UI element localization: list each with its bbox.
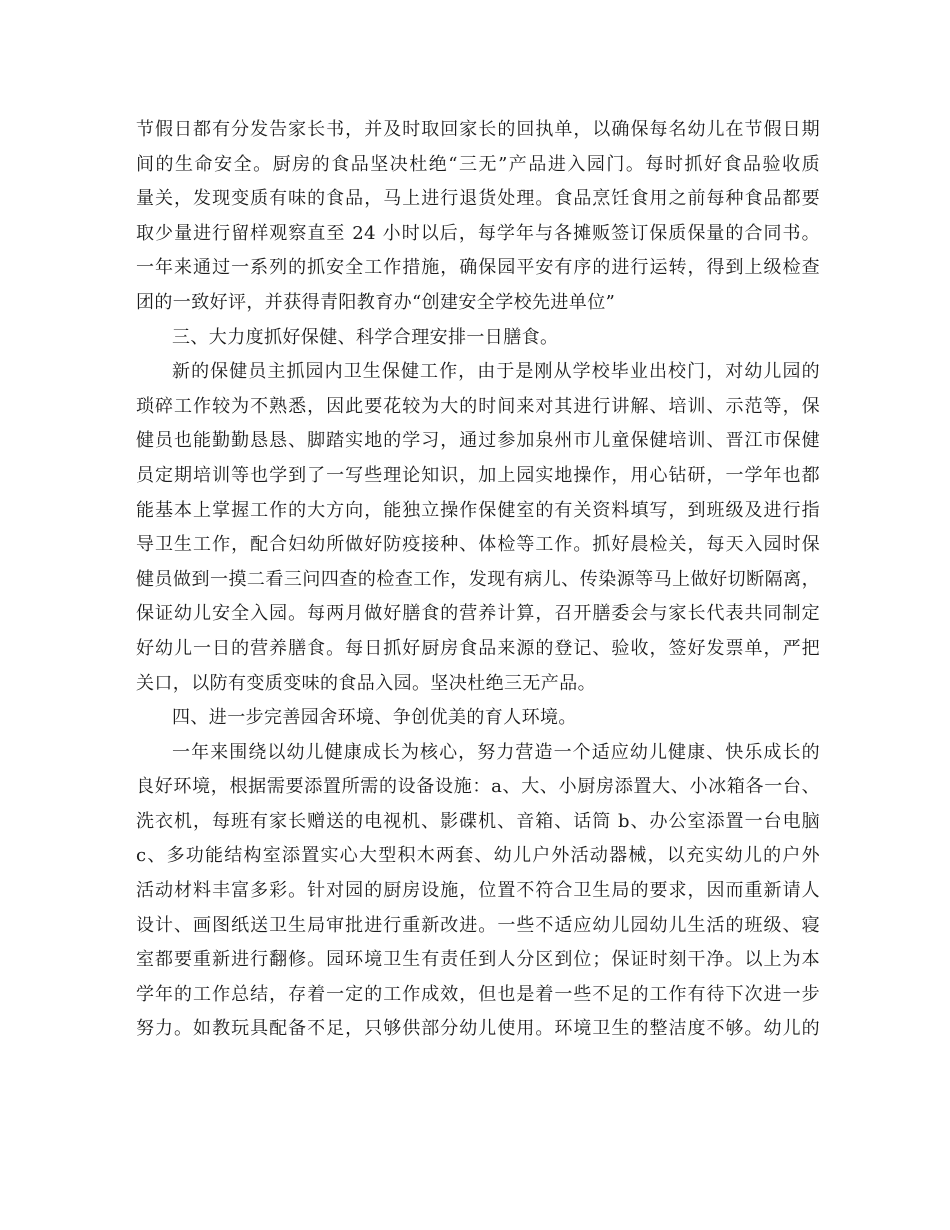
text-line: 保证幼儿安全入园。每两月做好膳食的营养计算，召开膳委会与家长代表共同制定: [136, 603, 820, 625]
text-line: 能基本上掌握工作的大方向，能独立操作保健室的有关资料填写，到班级及进行指: [136, 499, 820, 521]
text-line: 关口，以防有变质变味的食品入园。坚决杜绝三无产品。: [136, 672, 596, 694]
paragraph-first-line: 三、大力度抓好保健、科学合理安排一日膳食。: [172, 326, 559, 348]
text-line: 间的生命安全。厨房的食品坚决杜绝“三无”产品进入园门。每时抓好食品验收质: [136, 153, 820, 175]
text-line: 健员做到一摸二看三问四查的检查工作，发现有病儿、传染源等马上做好切断隔离，: [136, 568, 820, 590]
paragraph-first-line: 新的保健员主抓园内卫生保健工作，由于是刚从学校毕业出校门，对幼儿园的: [172, 361, 820, 383]
text-line: 琐碎工作较为不熟悉，因此要花较为大的时间来对其进行讲解、培训、示范等，保: [136, 395, 820, 417]
text-line: 员定期培训等也学到了一写些理论知识，加上园实地操作，用心钻研，一学年也都: [136, 464, 820, 486]
text-line: 洗衣机，每班有家长赠送的电视机、影碟机、音箱、话筒 b、办公室添置一台电脑: [136, 810, 820, 832]
text-line: c、多功能结构室添置实心大型积木两套、幼儿户外活动器械，以充实幼儿的户外: [136, 845, 820, 867]
text-line: 活动材料丰富多彩。针对园的厨房设施，位置不符合卫生局的要求，因而重新请人: [136, 880, 820, 902]
document-page: [136, 113, 820, 1047]
text-line: 导卫生工作，配合妇幼所做好防疫接种、体检等工作。抓好晨检关，每天入园时保: [136, 534, 820, 556]
text-line: 设计、画图纸送卫生局审批进行重新改进。一些不适应幼儿园幼儿生活的班级、寝: [136, 914, 820, 936]
text-line: 良好环境，根据需要添置所需的设备设施：a、大、小厨房添置大、小冰箱各一台、: [136, 776, 820, 798]
paragraph-first-line: 一年来围绕以幼儿健康成长为核心，努力营造一个适应幼儿健康、快乐成长的: [172, 741, 820, 763]
text-line: 节假日都有分发告家长书，并及时取回家长的回执单，以确保每名幼儿在节假日期: [136, 119, 820, 140]
text-line: 量关，发现变质有味的食品，马上进行退货处理。食品烹饪食用之前每种食品都要: [136, 188, 820, 210]
paragraph-first-line: 四、进一步完善园舍环境、争创优美的育人环境。: [172, 707, 577, 729]
text-line: 好幼儿一日的营养膳食。每日抓好厨房食品来源的登记、验收，签好发票单，严把: [136, 637, 820, 659]
text-line: 健员也能勤勤恳恳、脚踏实地的学习，通过参加泉州市儿童保健培训、晋江市保健: [136, 430, 820, 452]
text-line: 取少量进行留样观察直至 24 小时以后，每学年与各摊贩签订保质保量的合同书。: [136, 222, 820, 244]
text-line: 学年的工作总结，存着一定的工作成效，但也是着一些不足的工作有待下次进一步: [136, 983, 820, 1005]
text-line: 室都要重新进行翻修。园环境卫生有责任到人分区到位；保证时刻干净。以上为本: [136, 949, 820, 971]
text-line: 一年来通过一系列的抓安全工作措施，确保园平安有序的进行运转，得到上级检查: [136, 257, 820, 279]
text-line: 努力。如教玩具配备不足，只够供部分幼儿使用。环境卫生的整洁度不够。幼儿的: [136, 1018, 820, 1040]
text-line: 团的一致好评，并获得青阳教育办“创建安全学校先进单位”: [136, 291, 616, 313]
